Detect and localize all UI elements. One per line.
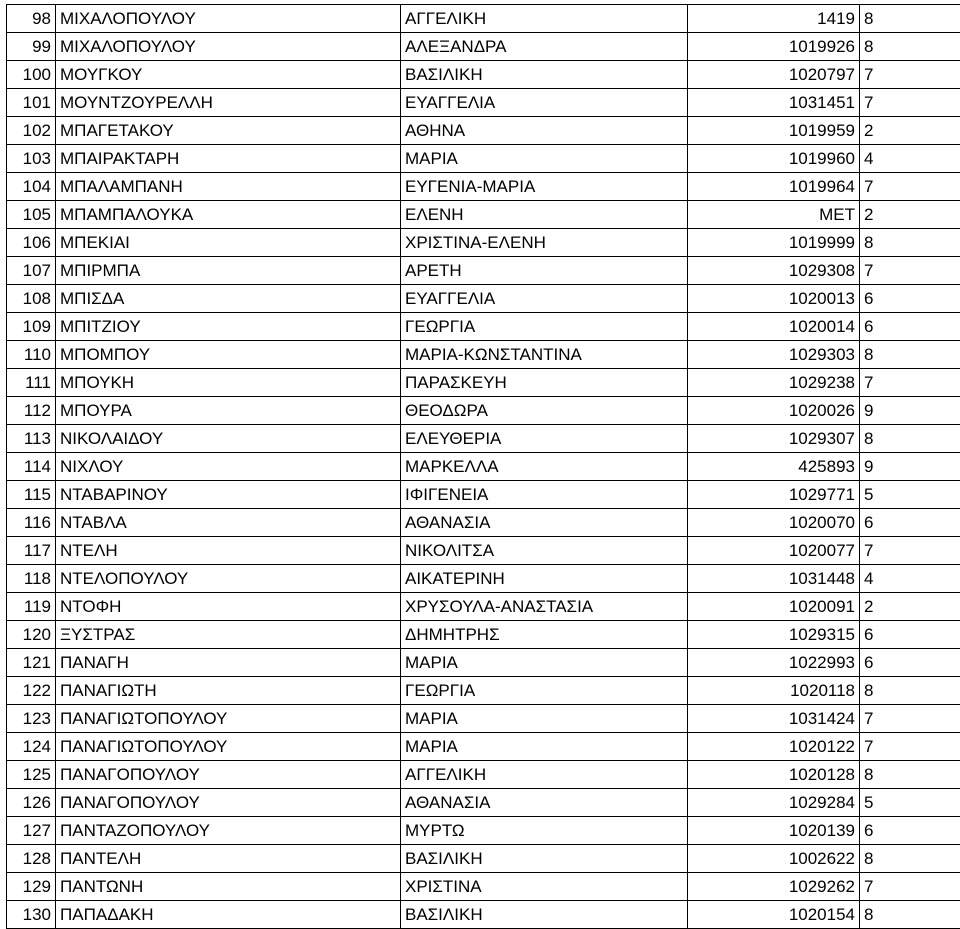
registration-id-cell: 1029238 [688, 369, 860, 397]
first-name-cell: ΙΦΙΓΕΝΕΙΑ [401, 481, 688, 509]
table-row [7, 425, 960, 453]
surname-cell: ΜΠΑΜΠΑΛΟΥΚΑ [56, 201, 401, 229]
registration-id-cell: 1020013 [688, 285, 860, 313]
first-name-cell: ΒΑΣΙΛΙΚΗ [401, 901, 688, 929]
registration-id-cell: 1020154 [688, 901, 860, 929]
surname-cell: ΜΠΟΥΡΑ [56, 397, 401, 425]
table-row [7, 593, 960, 621]
registration-id-cell: 1020026 [688, 397, 860, 425]
table-row [7, 873, 960, 901]
registration-id-cell: 1020091 [688, 593, 860, 621]
table-row [7, 621, 960, 649]
grade-cell: 8 [860, 33, 960, 61]
surname-cell: ΝΤΑΒΑΡΙΝΟΥ [56, 481, 401, 509]
first-name-cell: ΕΛΕΥΘΕΡΙΑ [401, 425, 688, 453]
row-number-cell: 126 [7, 789, 56, 817]
row-number-cell: 123 [7, 705, 56, 733]
table-row [7, 341, 960, 369]
registration-id-cell: 1029284 [688, 789, 860, 817]
surname-cell: ΠΑΝΑΓΙΩΤΟΠΟΥΛΟΥ [56, 733, 401, 761]
results-table [6, 4, 960, 929]
row-number-cell: 115 [7, 481, 56, 509]
grade-cell: 8 [860, 5, 960, 33]
first-name-cell: ΑΘΗΝΑ [401, 117, 688, 145]
surname-cell: ΜΟΥΝΤΖΟΥΡΕΛΛΗ [56, 89, 401, 117]
registration-id-cell: 1029303 [688, 341, 860, 369]
first-name-cell: ΓΕΩΡΓΙΑ [401, 677, 688, 705]
registration-id-cell: 1019960 [688, 145, 860, 173]
row-number-cell: 108 [7, 285, 56, 313]
row-number-cell: 100 [7, 61, 56, 89]
table-row [7, 705, 960, 733]
registration-id-cell: 1019964 [688, 173, 860, 201]
surname-cell: ΝΤΟΦΗ [56, 593, 401, 621]
table-row [7, 789, 960, 817]
grade-cell: 8 [860, 341, 960, 369]
grade-cell: 6 [860, 509, 960, 537]
surname-cell: ΜΠΙΣΔΑ [56, 285, 401, 313]
table-row [7, 229, 960, 257]
table-row [7, 285, 960, 313]
surname-cell: ΠΑΝΑΓΗ [56, 649, 401, 677]
registration-id-cell: 1019959 [688, 117, 860, 145]
grade-cell: 7 [860, 733, 960, 761]
first-name-cell: ΑΙΚΑΤΕΡΙΝΗ [401, 565, 688, 593]
table-row [7, 145, 960, 173]
surname-cell: ΠΑΝΤΑΖΟΠΟΥΛΟΥ [56, 817, 401, 845]
row-number-cell: 110 [7, 341, 56, 369]
grade-cell: 9 [860, 453, 960, 481]
registration-id-cell: 1029307 [688, 425, 860, 453]
row-number-cell: 104 [7, 173, 56, 201]
grade-cell: 6 [860, 313, 960, 341]
first-name-cell: ΑΓΓΕΛΙΚΗ [401, 761, 688, 789]
first-name-cell: ΜΑΡΙΑ [401, 733, 688, 761]
row-number-cell: 130 [7, 901, 56, 929]
grade-cell: 6 [860, 817, 960, 845]
row-number-cell: 105 [7, 201, 56, 229]
registration-id-cell: 1029771 [688, 481, 860, 509]
registration-id-cell: 1031448 [688, 565, 860, 593]
table-row [7, 61, 960, 89]
registration-id-cell: 1031451 [688, 89, 860, 117]
row-number-cell: 125 [7, 761, 56, 789]
first-name-cell: ΓΕΩΡΓΙΑ [401, 313, 688, 341]
grade-cell: 9 [860, 397, 960, 425]
row-number-cell: 128 [7, 845, 56, 873]
first-name-cell: ΑΘΑΝΑΣΙΑ [401, 509, 688, 537]
table-row [7, 201, 960, 229]
surname-cell: ΜΠΟΜΠΟΥ [56, 341, 401, 369]
registration-id-cell: 1020077 [688, 537, 860, 565]
grade-cell: 2 [860, 201, 960, 229]
table-row [7, 257, 960, 285]
registration-id-cell: 1019999 [688, 229, 860, 257]
table-row [7, 5, 960, 33]
surname-cell: ΜΠΙΡΜΠΑ [56, 257, 401, 285]
row-number-cell: 129 [7, 873, 56, 901]
row-number-cell: 121 [7, 649, 56, 677]
row-number-cell: 118 [7, 565, 56, 593]
row-number-cell: 107 [7, 257, 56, 285]
first-name-cell: ΧΡΙΣΤΙΝΑ [401, 873, 688, 901]
first-name-cell: ΜΥΡΤΩ [401, 817, 688, 845]
registration-id-cell: 1022993 [688, 649, 860, 677]
row-number-cell: 106 [7, 229, 56, 257]
table-row [7, 313, 960, 341]
row-number-cell: 127 [7, 817, 56, 845]
grade-cell: 8 [860, 845, 960, 873]
row-number-cell: 114 [7, 453, 56, 481]
table-row [7, 33, 960, 61]
grade-cell: 2 [860, 117, 960, 145]
first-name-cell: ΘΕΟΔΩΡΑ [401, 397, 688, 425]
surname-cell: ΜΠΑΙΡΑΚΤΑΡΗ [56, 145, 401, 173]
grade-cell: 8 [860, 425, 960, 453]
registration-id-cell: 425893 [688, 453, 860, 481]
first-name-cell: ΜΑΡΙΑ [401, 649, 688, 677]
first-name-cell: ΕΥΑΓΓΕΛΙΑ [401, 89, 688, 117]
surname-cell: ΠΑΝΤΩΝΗ [56, 873, 401, 901]
surname-cell: ΜΙΧΑΛΟΠΟΥΛΟΥ [56, 33, 401, 61]
grade-cell: 2 [860, 593, 960, 621]
table-row [7, 117, 960, 145]
row-number-cell: 103 [7, 145, 56, 173]
table-row [7, 817, 960, 845]
first-name-cell: ΧΡΙΣΤΙΝΑ-ΕΛΕΝΗ [401, 229, 688, 257]
first-name-cell: ΑΡΕΤΗ [401, 257, 688, 285]
first-name-cell: ΒΑΣΙΛΙΚΗ [401, 61, 688, 89]
surname-cell: ΠΑΝΑΓΟΠΟΥΛΟΥ [56, 789, 401, 817]
grade-cell: 7 [860, 537, 960, 565]
table-row [7, 733, 960, 761]
registration-id-cell: 1020128 [688, 761, 860, 789]
registration-id-cell: 1031424 [688, 705, 860, 733]
table-row [7, 677, 960, 705]
first-name-cell: ΑΘΑΝΑΣΙΑ [401, 789, 688, 817]
first-name-cell: ΕΥΑΓΓΕΛΙΑ [401, 285, 688, 313]
surname-cell: ΜΠΟΥΚΗ [56, 369, 401, 397]
surname-cell: ΠΑΝΑΓΙΩΤΟΠΟΥΛΟΥ [56, 705, 401, 733]
table-row [7, 89, 960, 117]
grade-cell: 8 [860, 761, 960, 789]
grade-cell: 7 [860, 873, 960, 901]
row-number-cell: 99 [7, 33, 56, 61]
registration-id-cell: 1020014 [688, 313, 860, 341]
surname-cell: ΜΠΑΓΕΤΑΚΟΥ [56, 117, 401, 145]
table-row [7, 537, 960, 565]
row-number-cell: 111 [7, 369, 56, 397]
grade-cell: 6 [860, 285, 960, 313]
first-name-cell: ΕΥΓΕΝΙΑ-ΜΑΡΙΑ [401, 173, 688, 201]
registration-id-cell: 1020122 [688, 733, 860, 761]
grade-cell: 5 [860, 481, 960, 509]
surname-cell: ΜΠΙΤΖΙΟΥ [56, 313, 401, 341]
first-name-cell: ΑΛΕΞΑΝΔΡΑ [401, 33, 688, 61]
surname-cell: ΜΠΕΚΙΑΙ [56, 229, 401, 257]
grade-cell: 8 [860, 677, 960, 705]
row-number-cell: 116 [7, 509, 56, 537]
registration-id-cell: 1020797 [688, 61, 860, 89]
row-number-cell: 119 [7, 593, 56, 621]
row-number-cell: 109 [7, 313, 56, 341]
grade-cell: 4 [860, 565, 960, 593]
grade-cell: 7 [860, 705, 960, 733]
registration-id-cell: 1419 [688, 5, 860, 33]
grade-cell: 7 [860, 173, 960, 201]
grade-cell: 7 [860, 257, 960, 285]
registration-id-cell: 1019926 [688, 33, 860, 61]
grade-cell: 7 [860, 61, 960, 89]
table-row [7, 397, 960, 425]
grade-cell: 8 [860, 229, 960, 257]
surname-cell: ΜΟΥΓΚΟΥ [56, 61, 401, 89]
grade-cell: 8 [860, 901, 960, 929]
first-name-cell: ΜΑΡΙΑ-ΚΩΝΣΤΑΝΤΙΝΑ [401, 341, 688, 369]
table-row [7, 509, 960, 537]
surname-cell: ΠΑΠΑΔΑΚΗ [56, 901, 401, 929]
first-name-cell: ΜΑΡΙΑ [401, 145, 688, 173]
surname-cell: ΝΤΑΒΛΑ [56, 509, 401, 537]
table-row [7, 453, 960, 481]
table-row [7, 901, 960, 929]
table-row [7, 649, 960, 677]
row-number-cell: 112 [7, 397, 56, 425]
first-name-cell: ΑΓΓΕΛΙΚΗ [401, 5, 688, 33]
surname-cell: ΝΙΧΛΟΥ [56, 453, 401, 481]
surname-cell: ΠΑΝΤΕΛΗ [56, 845, 401, 873]
surname-cell: ΠΑΝΑΓΟΠΟΥΛΟΥ [56, 761, 401, 789]
table-row [7, 173, 960, 201]
grade-cell: 6 [860, 649, 960, 677]
first-name-cell: ΒΑΣΙΛΙΚΗ [401, 845, 688, 873]
surname-cell: ΠΑΝΑΓΙΩΤΗ [56, 677, 401, 705]
surname-cell: ΜΠΑΛΑΜΠΑΝΗ [56, 173, 401, 201]
row-number-cell: 113 [7, 425, 56, 453]
surname-cell: ΝΤΕΛΟΠΟΥΛΟΥ [56, 565, 401, 593]
row-number-cell: 124 [7, 733, 56, 761]
row-number-cell: 98 [7, 5, 56, 33]
grade-cell: 6 [860, 621, 960, 649]
surname-cell: ΝΤΕΛΗ [56, 537, 401, 565]
grade-cell: 5 [860, 789, 960, 817]
row-number-cell: 120 [7, 621, 56, 649]
first-name-cell: ΠΑΡΑΣΚΕΥΗ [401, 369, 688, 397]
row-number-cell: 102 [7, 117, 56, 145]
row-number-cell: 101 [7, 89, 56, 117]
surname-cell: ΝΙΚΟΛΑΙΔΟΥ [56, 425, 401, 453]
registration-id-cell: 1020118 [688, 677, 860, 705]
surname-cell: ΞΥΣΤΡΑΣ [56, 621, 401, 649]
table-body [7, 5, 960, 929]
table-row [7, 369, 960, 397]
registration-id-cell: 1020139 [688, 817, 860, 845]
row-number-cell: 117 [7, 537, 56, 565]
first-name-cell: ΜΑΡΙΑ [401, 705, 688, 733]
first-name-cell: ΕΛΕΝΗ [401, 201, 688, 229]
first-name-cell: ΧΡΥΣΟΥΛΑ-ΑΝΑΣΤΑΣΙΑ [401, 593, 688, 621]
table-row [7, 565, 960, 593]
registration-id-cell: 1020070 [688, 509, 860, 537]
surname-cell: ΜΙΧΑΛΟΠΟΥΛΟΥ [56, 5, 401, 33]
row-number-cell: 122 [7, 677, 56, 705]
grade-cell: 7 [860, 369, 960, 397]
first-name-cell: ΝΙΚΟΛΙΤΣΑ [401, 537, 688, 565]
registration-id-cell: 1029315 [688, 621, 860, 649]
first-name-cell: ΔΗΜΗΤΡΗΣ [401, 621, 688, 649]
first-name-cell: ΜΑΡΚΕΛΛΑ [401, 453, 688, 481]
registration-id-cell: 1029262 [688, 873, 860, 901]
registration-id-cell: 1002622 [688, 845, 860, 873]
registration-id-cell: ΜΕΤ [688, 201, 860, 229]
table-row [7, 481, 960, 509]
table-row [7, 761, 960, 789]
grade-cell: 7 [860, 89, 960, 117]
grade-cell: 4 [860, 145, 960, 173]
table-row [7, 845, 960, 873]
registration-id-cell: 1029308 [688, 257, 860, 285]
